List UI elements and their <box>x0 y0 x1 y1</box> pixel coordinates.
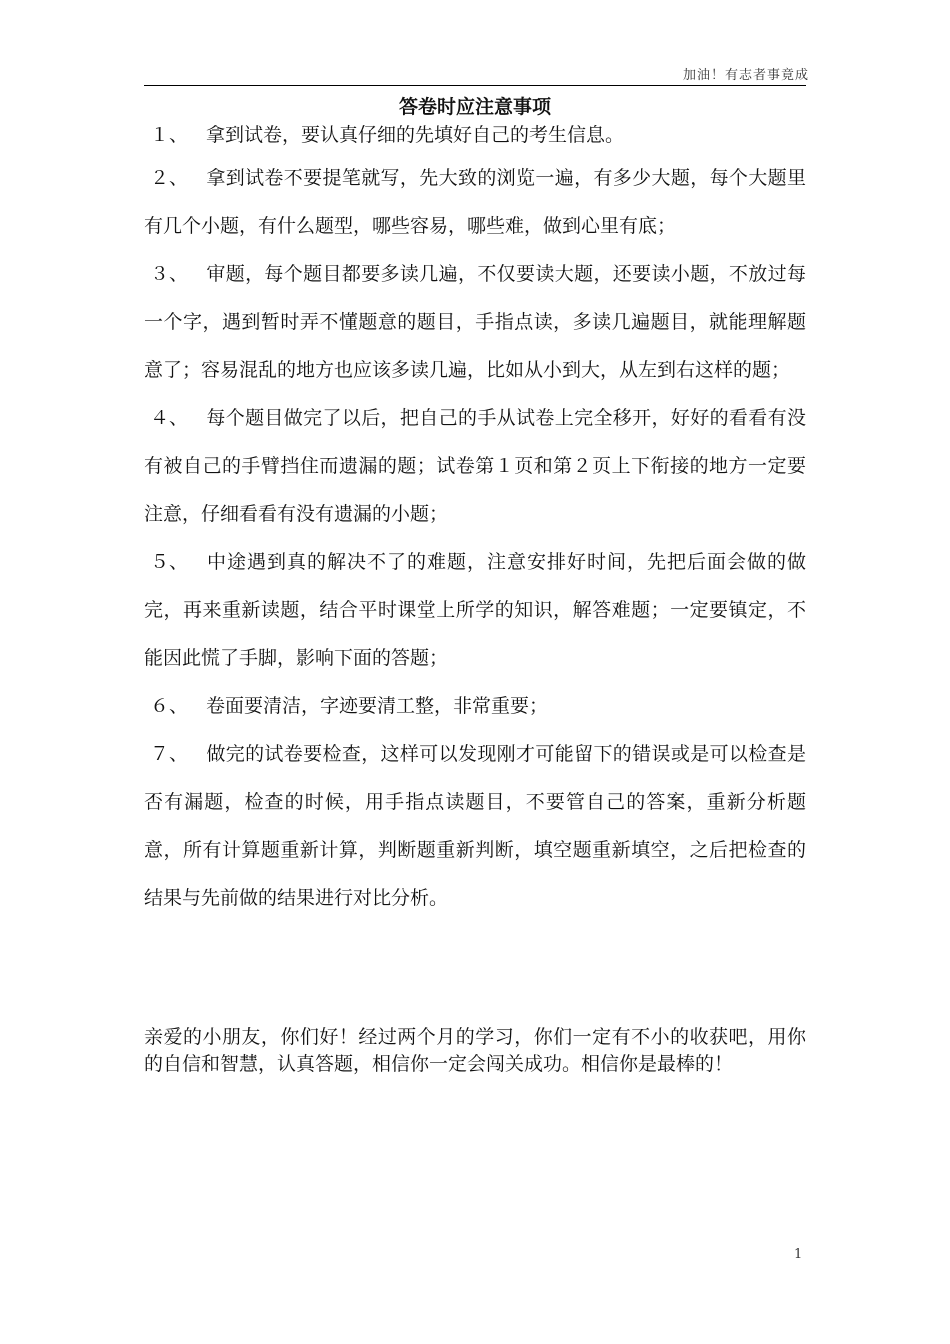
closing-message: 亲爱的小朋友，你们好！经过两个月的学习，你们一定有不小的收获吧，用你的自信和智慧，认真答题，相信你一定会闯关成功。相信你是最棒的！ <box>144 1026 806 1075</box>
document-title: 答卷时应注意事项 <box>398 96 551 118</box>
item-text: 中途遇到真的解决不了的难题，注意安排好时间，先把后面会做的做完，再来重新读题，结合平时课堂上所学的知识，解答难题；一定要镇定，不能因此慌了手脚，影响下面的答题； <box>144 551 806 669</box>
item-number: ７、 <box>150 743 189 765</box>
instructions-list <box>144 116 806 922</box>
item-number: ２、 <box>150 167 189 189</box>
item-number: ３、 <box>150 263 189 285</box>
header-motto: 加油！有志者事竟成 <box>682 68 809 83</box>
instruction-item-1 <box>144 116 806 154</box>
instruction-item-6 <box>144 682 806 730</box>
item-number: ５、 <box>150 551 189 573</box>
item-text: 每个题目做完了以后，把自己的手从试卷上完全移开，好好的看看有没有被自己的手臂挡住而遗漏的题；试卷第１页和第２页上下衔接的地方一定要注意，仔细看看有没有遗漏的小题； <box>144 407 806 525</box>
item-text: 拿到试卷不要提笔就写，先大致的浏览一遍，有多少大题，每个大题里有几个小题，有什么题型，哪些容易，哪些难，做到心里有底； <box>144 167 806 237</box>
item-number: ６、 <box>150 695 189 717</box>
item-number: １、 <box>150 124 189 146</box>
item-number: ４、 <box>150 407 189 429</box>
instruction-item-3 <box>144 250 806 394</box>
item-text: 做完的试卷要检查，这样可以发现刚才可能留下的错误或是可以检查是否有漏题，检查的时候，用手指点读题目，不要管自己的答案，重新分析题意，所有计算题重新计算，判断题重新判断，填空题重新填空，之后把检查的结果与先前做的结果进行对比分析。 <box>144 743 806 909</box>
item-text: 拿到试卷，要认真仔细的先填好自己的考生信息。 <box>206 124 625 146</box>
header-divider <box>144 85 806 86</box>
instruction-item-2 <box>144 154 806 250</box>
instruction-item-7 <box>144 730 806 922</box>
item-text: 卷面要清洁，字迹要清工整，非常重要； <box>206 695 549 717</box>
item-text: 审题，每个题目都要多读几遍，不仅要读大题，还要读小题，不放过每一个字，遇到暂时弄不懂题意的题目，手指点读，多读几遍题目，就能理解题意了；容易混乱的地方也应该多读几遍，比如从小到大，从左到右这样的题； <box>144 263 806 381</box>
page-number: 1 <box>794 1247 803 1262</box>
instruction-item-5 <box>144 538 806 682</box>
instruction-item-4 <box>144 394 806 538</box>
